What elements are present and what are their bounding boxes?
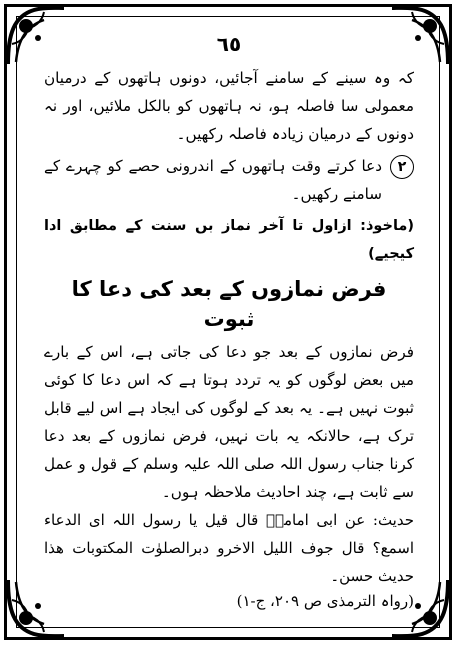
hadith-text: حدیث: عن ابی امامۃؓ قال قیل یا رسول اللہ ای الدعاء اسمع؟ قال جوف اللیل الاخرو دبرالصلوٰت المکتوبات ھذا حدیث حسن۔ xyxy=(44,511,414,585)
list-item xyxy=(44,152,414,208)
page-number: ٦٥ xyxy=(216,32,242,56)
paragraph-hand-position: کہ وہ سینے کے سامنے آجائیں، دونوں ہاتھوں کے درمیان معمولی سا فاصلہ ہو، نہ ہاتھوں کو بالکل ملائیں، اور نہ دونوں کے درمیان زیادہ فاصلہ رکھیں۔ xyxy=(44,69,414,143)
hadith-reference: (رواہ الترمذی ص ۲۰۹، ج-۱) xyxy=(236,592,414,610)
page-content xyxy=(44,38,414,610)
section-heading: فرض نمازوں کے بعد کی دعا کا ثبوت xyxy=(71,277,387,331)
paragraph-proof: فرض نمازوں کے بعد جو دعا کی جاتی ہے، اس کے بارے میں بعض لوگوں کو یہ تردد ہوتا ہے کہ اس دعا کا کوئی ثبوت نہیں ہے۔ یہ بعد کے لوگوں کی ایجاد ہے اس لیے قابل ترک ہے، حالانکہ یہ بات نہیں، فرض نمازوں کے بعد دعا کرنا جناب رسول اللہ صلی اللہ علیہ وسلم کے قول و عمل سے ثابت ہے، چند احادیث ملاحظہ ہوں۔ xyxy=(44,343,414,501)
source-note: (ماخوذ: ازاول تا آخر نماز بں سنت کے مطابق ادا کیجیے) xyxy=(44,218,414,262)
item-number-badge: ۲ xyxy=(390,155,414,179)
item-text: دعا کرتے وقت ہاتھوں کے اندرونی حصے کو چہرے کے سامنے رکھیں۔ xyxy=(44,157,382,203)
